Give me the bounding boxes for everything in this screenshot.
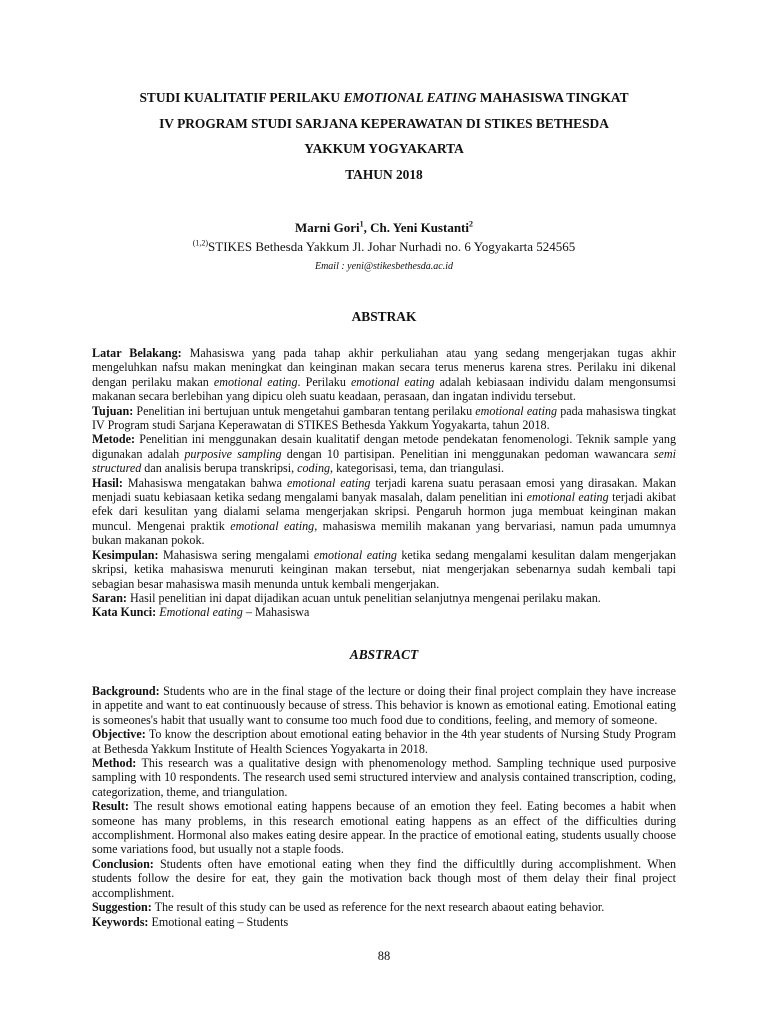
author-list: Marni Gori$^1$, Ch. Yeni Kustanti$^2$ [295, 219, 473, 235]
tujuan-paragraph: Tujuan: Penelitian ini bertujuan untuk mengetahui gambaran tentang perilaku emotional eating pada mahasiswa tingkat IV Program studi Sarjana Keperawatan di STIKES Bethesda Yakkum Yogyakarta, tahun 2018. [92, 403, 677, 433]
title-line-2: IV PROGRAM STUDI SARJANA KEPERAWATAN DI STIKES BETHESDA [159, 115, 609, 131]
title-line-3: YAKKUM YOGYAKARTA [304, 141, 464, 156]
saran-paragraph: Saran: Hasil penelitian ini dapat dijadikan acuan untuk penelitian selanjutnya mengenai perilaku makan. [92, 590, 601, 605]
contact-email: Email : yeni@stikesbethesda.ac.id [314, 261, 454, 272]
background-paragraph: Background: Students who are in the final stage of the lecture or doing their final project complain they have increase in appetite and want to eat continuously because of stress. This behavior is known as emotional eating. Emotional eating is someones's habit that usually want to consume too much food due to conditions, feeling, and memory of someone. [92, 684, 676, 727]
title-line-4: TAHUN 2018 [345, 166, 423, 182]
author-name: Ch. Yeni Kustanti [370, 220, 469, 235]
metode-paragraph: Metode: Penelitian ini menggunakan desain kualitatif dengan metode pendekatan fenomenologi. Teknik sample yang digunakan adalah purposive sampling dengan 10 partisipan. Penelitian ini menggunakan pedoman wawancara semi structured dan analisis berupa transkripsi, coding, kategorisasi, tema, dan triangulasi. [92, 432, 676, 476]
affiliation: $^{(1,2)}$STIKES Bethesda Yakkum Jl. Johar Nurhadi no. 6 Yogyakarta 524565 [192, 238, 576, 254]
abstrak-heading: ABSTRAK [351, 309, 417, 324]
paper-title [60, 85, 708, 187]
keywords-paragraph: Keywords: Emotional eating – Students [92, 914, 289, 929]
abstract-heading: ABSTRACT [349, 647, 419, 662]
abstract-body [92, 684, 676, 929]
kata-kunci-paragraph: Kata Kunci: Emotional eating – Mahasiswa [92, 605, 310, 620]
title-line-1: STUDI KUALITATIF PERILAKU EMOTIONAL EATING MAHASISWA TINGKAT [139, 90, 629, 105]
result-paragraph: Result: The result shows emotional eating happens because of an emotion they feel. Eating becomes a habit when someone has many problems, in this research emotional eating happens as an effect of the difficulties during accomplishment. Hormonal also makes eating desire appear. In the practice of emotional eating, students usually choose some variations food, but usually not a staple foods. [92, 799, 676, 857]
abstrak-body [92, 346, 676, 620]
latar-belakang-paragraph: Latar Belakang: Mahasiswa yang pada tahap akhir perkuliahan atau yang sedang mengerjakan tugas akhir mengeluhkan nafsu makan meningkat dan keinginan makan secara terus menerus karena stres. Perilaku ini dikenal dengan perilaku makan emotional eating. Perilaku emotional eating adalah kebiasaan individu dalam mengonsumsi makanan secara berlebihan yang dipicu oleh suatu keadaan, perasaan, dan ingatan individu tersebut. [92, 346, 677, 404]
conclusion-paragraph: Conclusion: Students often have emotional eating when they find the difficultlly during accomplishment. When students follow the desire for eat, they gain the motivation back though most of them delay their final project accomplishment. [92, 856, 676, 900]
hasil-paragraph: Hasil: Mahasiswa mengatakan bahwa emotional eating terjadi karena suatu perasaan emosi yang dirasakan. Makan menjadi suatu kebiasaan ketika sedang mengalami banyak masalah, dalam penelitian ini emotional eating terjadi akibat efek dari kesulitan yang dialami selama mengerjakan skripsi. Pengaruh hormon juga membuat keinginan makan muncul. Mengenai praktik emotional eating, mahasiswa memilih makanan yang bervariasi, namun pada umumnya bukan makanan pokok. [92, 475, 677, 548]
author-name: Marni Gori [295, 220, 360, 235]
page-number: 88 [377, 949, 391, 963]
objective-paragraph: Objective: To know the description about emotional eating behavior in the 4th year students of Nursing Study Program at Bethesda Yakkum Institute of Health Sciences Yogyakarta in 2018. [92, 727, 676, 756]
suggestion-paragraph: Suggestion: The result of this study can be used as reference for the next research abaout eating behavior. [92, 900, 605, 915]
kesimpulan-paragraph: Kesimpulan: Mahasiswa sering mengalami emotional eating ketika sedang mengalami kesulitan dalam mengerjakan skripsi, ketika mahasiswa menuruti keinginan makan tersebut, niat mengerjakan sebenarnya sudah kembali tapi sebagian besar mahasiswa masih menunda untuk kembali mengerjakan. [92, 547, 677, 591]
method-paragraph: Method: This research was a qualitative design with phenomenology method. Sampling technique used purposive sampling with 10 respondents. The research used semi structured interview and analysis contained transcription, coding, categorization, theme, and triangulation. [92, 756, 676, 799]
